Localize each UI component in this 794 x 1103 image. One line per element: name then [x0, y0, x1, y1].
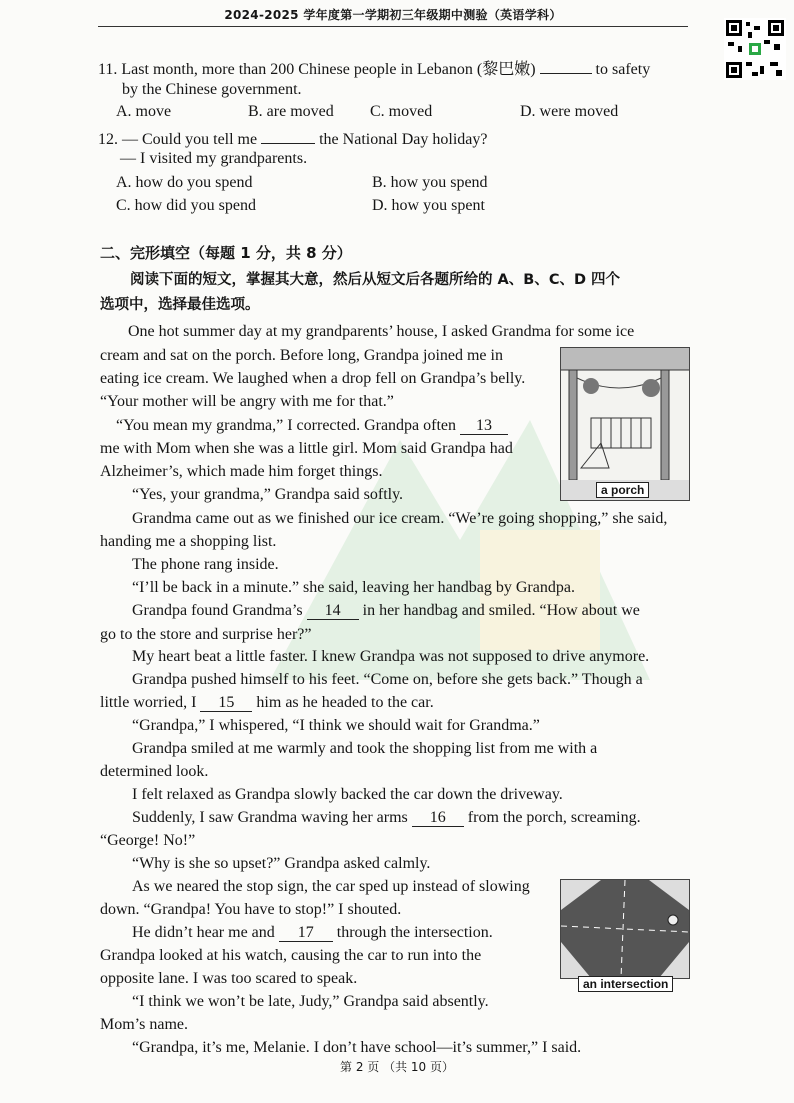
- passage-line: “Grandpa, it’s me, Melanie. I don’t have school—it’s summer,” I said.: [132, 1039, 582, 1056]
- q12-option-d[interactable]: D. how you spent: [372, 197, 485, 214]
- page-footer: 第 2 页 （共 10 页）: [340, 1060, 454, 1074]
- q11-stem-line2: by the Chinese government.: [122, 81, 302, 98]
- q12-blank[interactable]: [261, 126, 315, 144]
- passage-line: “Yes, your grandma,” Grandpa said softly.: [132, 486, 404, 503]
- passage-line: Suddenly, I saw Grandma waving her arms 16 from the porch, screaming.: [132, 809, 641, 826]
- page-header: 2024-2025 学年度第一学期初三年级期中测验（英语学科）: [98, 6, 688, 27]
- blank-17[interactable]: 17: [279, 924, 333, 942]
- passage-line: go to the store and surprise her?”: [100, 626, 312, 643]
- passage-line: “I think we won’t be late, Judy,” Grandpa said absently.: [132, 993, 489, 1010]
- passage-line: One hot summer day at my grandparents’ house, I asked Grandma for some ice: [128, 323, 635, 340]
- q12-option-c[interactable]: C. how did you spend: [116, 197, 256, 214]
- blank-14[interactable]: 14: [307, 602, 359, 620]
- blank-13[interactable]: 13: [460, 417, 508, 435]
- porch-illustration: [560, 347, 690, 501]
- passage-line: eating ice cream. We laughed when a drop fell on Grandpa’s belly.: [100, 370, 526, 387]
- passage-line: “George! No!”: [100, 832, 196, 849]
- qr-code: [724, 18, 786, 80]
- q12-stem: 12. — Could you tell me the National Day holiday?: [98, 126, 488, 150]
- blank-15[interactable]: 15: [200, 694, 252, 712]
- passage-line: me with Mom when she was a little girl. Mom said Grandpa had: [100, 440, 513, 457]
- porch-caption: a porch: [596, 482, 649, 498]
- passage-line: determined look.: [100, 763, 209, 780]
- passage-line: “I’ll be back in a minute.” she said, leaving her handbag by Grandpa.: [132, 579, 575, 596]
- q12-option-b[interactable]: B. how you spend: [372, 174, 488, 191]
- passage-line: My heart beat a little faster. I knew Grandpa was not supposed to drive anymore.: [132, 648, 650, 665]
- passage-line: As we neared the stop sign, the car sped up instead of slowing: [132, 878, 530, 895]
- q12-answer: — I visited my grandparents.: [120, 150, 308, 167]
- section-instruction-line2: 选项中，选择最佳选项。: [100, 297, 260, 313]
- passage-line: “Why is she so upset?” Grandpa asked calmly.: [132, 855, 431, 872]
- q12-option-a[interactable]: A. how do you spend: [116, 174, 253, 191]
- passage-line: Grandpa pushed himself to his feet. “Come on, before she gets back.” Though a: [132, 671, 643, 688]
- blank-16[interactable]: 16: [412, 809, 464, 827]
- passage-line: Mom’s name.: [100, 1016, 188, 1033]
- passage-line: Grandma came out as we finished our ice cream. “We’re going shopping,” she said,: [132, 510, 668, 527]
- q11-blank[interactable]: [540, 56, 592, 74]
- section-instruction: 阅读下面的短文，掌握其大意，然后从短文后各题所给的 A、B、C、D 四个: [130, 272, 621, 288]
- q11-option-b[interactable]: B. are moved: [248, 103, 334, 120]
- passage-line: He didn’t hear me and 17 through the intersection.: [132, 924, 493, 941]
- passage-line: “Grandpa,” I whispered, “I think we should wait for Grandma.”: [132, 717, 540, 734]
- passage-line: Alzheimer’s, which made him forget things.: [100, 463, 383, 480]
- q11-option-d[interactable]: D. were moved: [520, 103, 619, 120]
- passage-line: Grandpa looked at his watch, causing the car to run into the: [100, 947, 482, 964]
- q11-option-c[interactable]: C. moved: [370, 103, 433, 120]
- passage-line: opposite lane. I was too scared to speak.: [100, 970, 358, 987]
- passage-line: down. “Grandpa! You have to stop!” I shouted.: [100, 901, 402, 918]
- section-title: 二、完形填空（每题 1 分，共 8 分）: [100, 244, 352, 262]
- passage-line: Grandpa smiled at me warmly and took the shopping list from me with a: [132, 740, 598, 757]
- passage-line: The phone rang inside.: [132, 556, 279, 573]
- q11-stem: 11. Last month, more than 200 Chinese people in Lebanon (黎巴嫩) to safety: [98, 56, 650, 80]
- passage-line: Grandpa found Grandma’s 14 in her handbag and smiled. “How about we: [132, 602, 640, 619]
- passage-line: “You mean my grandma,” I corrected. Grandpa often 13: [116, 416, 508, 436]
- passage-line: “Your mother will be angry with me for that.”: [100, 393, 394, 410]
- passage-line: handing me a shopping list.: [100, 533, 277, 550]
- passage-line: I felt relaxed as Grandpa slowly backed the car down the driveway.: [132, 786, 563, 803]
- intersection-caption: an intersection: [578, 976, 673, 992]
- passage-line: little worried, I 15 him as he headed to the car.: [100, 694, 434, 711]
- passage-line: cream and sat on the porch. Before long, Grandpa joined me in: [100, 347, 503, 364]
- q11-option-a[interactable]: A. move: [116, 103, 172, 120]
- intersection-illustration: [560, 879, 690, 979]
